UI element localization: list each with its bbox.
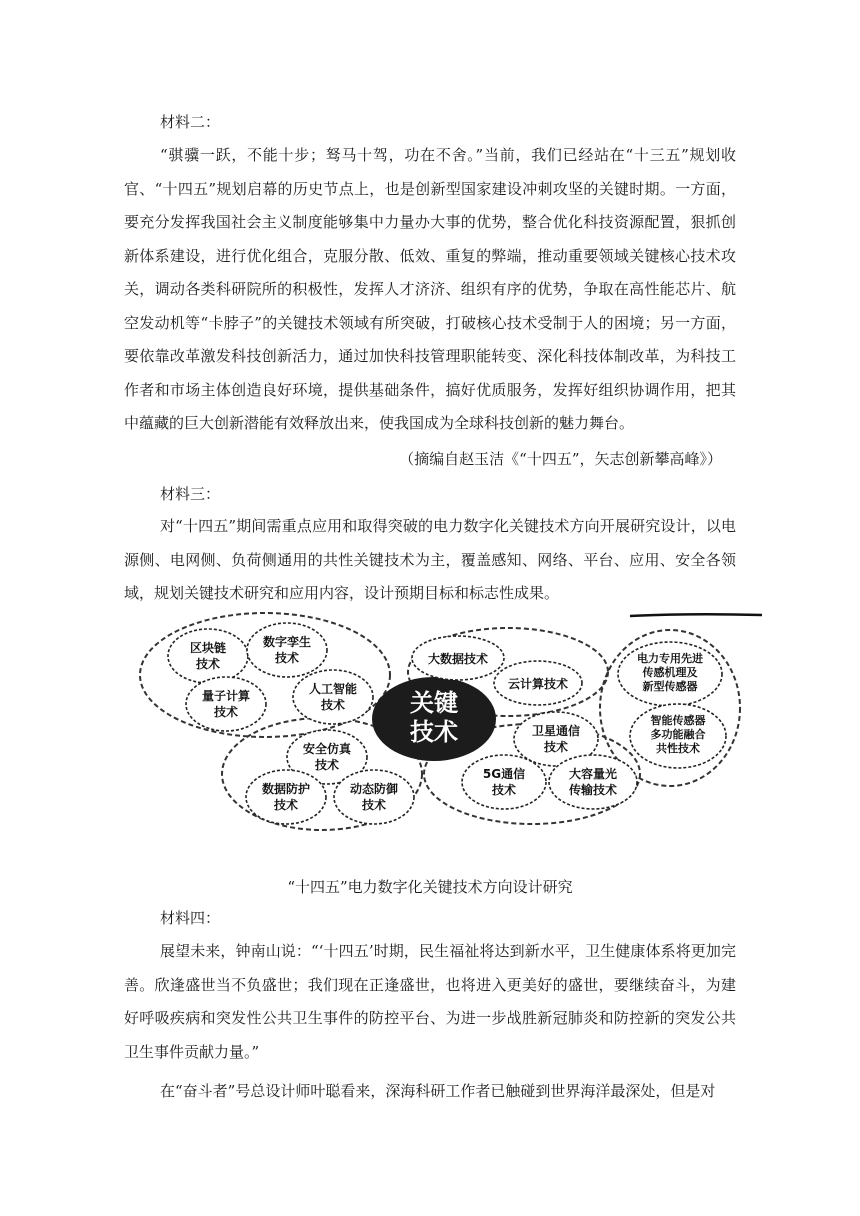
node-optical (549, 755, 637, 809)
node-quantum (186, 677, 266, 731)
node-blockchain-line1: 区块链 (189, 641, 227, 655)
material4-paragraph1: 展望未来，钟南山说：“‘十四五’时期，民生福祉将达到新水平，卫生健康体系将更加完善。欣逢盛世当不负盛世；我们现在正逢盛世，也将进入更美好的盛世，要继续奋斗，为建好呼吸疾病和突发性公共卫生事件的防控平台、为进一步战胜新冠肺炎和防控新的突发公共卫生事件贡献力量。” (124, 942, 736, 1061)
node-ai-line2: 技术 (320, 698, 346, 712)
node-5g-line2: 技术 (491, 783, 517, 797)
node-data-protection-line1: 数据防护 (261, 782, 311, 796)
node-security-sim-line1: 安全仿真 (302, 742, 352, 756)
node-security-sim-line2: 技术 (314, 758, 340, 772)
node-digital-twin-line1: 数字孪生 (262, 635, 312, 649)
material3-label: 材料三： (160, 485, 221, 503)
node-smart-sensor-line2: 多功能融合 (650, 728, 706, 741)
node-optical-line1: 大容量光 (568, 767, 618, 781)
node-blockchain (168, 629, 248, 683)
node-optical-line2: 传输技术 (568, 783, 618, 797)
node-dynamic-defense-line1: 动态防御 (349, 782, 399, 796)
decorative-stroke (630, 614, 762, 616)
node-data-protection (246, 770, 326, 824)
node-cloud-line1: 云计算技术 (507, 677, 569, 691)
node-power-sensor-line1: 电力专用先进 (637, 652, 703, 665)
material3-paragraph (124, 510, 736, 611)
node-5g (462, 755, 546, 809)
node-quantum-line1: 量子计算 (201, 689, 251, 703)
material2-text: “骐骥一跃，不能十步；驽马十驾，功在不舍。”当前，我们已经站在“十三五”规划收官、“十四五”规划启幕的历史节点上，也是创新型国家建设冲刺攻坚的关键时期。一方面，要充分发挥我国社会主义制度能够集中力量办大事的优势，整合优化科技资源配置，狠抓创新体系建设，进行优化组合，克服分散、低效、重复的弊端，推动重要领域关键核心技术攻关，调动各类科研院所的积极性，发挥人才济济、组织有序的优势，争取在高性能芯片、航空发动机等“卡脖子”的关键技术领域有所突破，打破核心技术受制于人的困境；另一方面，要依靠改革激发科技创新活力，通过加快科技管理职能转变、深化科技体制改革，为科技工作者和市场主体创造良好环境，提供基础条件，搞好优质服务，发挥好组织协调作用，把其中蕴藏的巨大创新潜能有效释放出来，使我国成为全球科技创新的魅力舞台。 (124, 146, 736, 432)
material4-label: 材料四： (160, 909, 221, 927)
node-bigdata-line1: 大数据技术 (427, 652, 489, 666)
node-power-sensor-line3: 新型传感器 (642, 680, 698, 693)
node-dynamic-defense (334, 770, 414, 824)
node-smart-sensor-line3: 共性技术 (656, 742, 700, 755)
key-technology-diagram (130, 612, 770, 834)
material3-text: 对“十四五”期间需重点应用和取得突破的电力数字化关键技术方向开展研究设计，以电源侧、电网侧、负荷侧通用的共性关键技术为主，覆盖感知、网络、平台、应用、安全各领域，规划关键技术研究和应用内容，设计预期目标和标志性成果。 (124, 517, 736, 602)
node-smart-sensor-line1: 智能传感器 (650, 714, 706, 727)
diagram-caption: “十四五”电力数字化关键技术方向设计研究 (287, 878, 573, 896)
center-label-line2: 技术 (410, 718, 458, 746)
diagram-svg (130, 612, 770, 834)
node-dynamic-defense-line2: 技术 (361, 798, 387, 812)
material2-source: （摘编自赵玉洁《“十四五”，矢志创新攀高峰》） (399, 450, 722, 468)
node-quantum-line2: 技术 (213, 705, 239, 719)
node-digital-twin (247, 623, 327, 677)
material4-paragraphs (124, 935, 736, 1109)
material2-paragraph (124, 139, 736, 441)
material4-paragraph2: 在“奋斗者”号总设计师叶聪看来，深海科研工作者已触碰到世界海洋最深处，但是对 (160, 1082, 716, 1100)
node-ai (293, 670, 373, 724)
node-satellite-line2: 技术 (543, 740, 569, 754)
node-blockchain-line2: 技术 (195, 657, 221, 671)
node-data-protection-line2: 技术 (273, 798, 299, 812)
material2-label: 材料二： (160, 113, 221, 131)
node-satellite-line1: 卫星通信 (531, 724, 581, 738)
node-power-sensor-line2: 传感机理及 (642, 666, 698, 679)
center-label-line1: 关键 (410, 689, 458, 717)
node-5g-line1: 5G通信 (482, 767, 526, 781)
node-ai-line1: 人工智能 (308, 682, 358, 696)
node-digital-twin-line2: 技术 (274, 651, 300, 665)
